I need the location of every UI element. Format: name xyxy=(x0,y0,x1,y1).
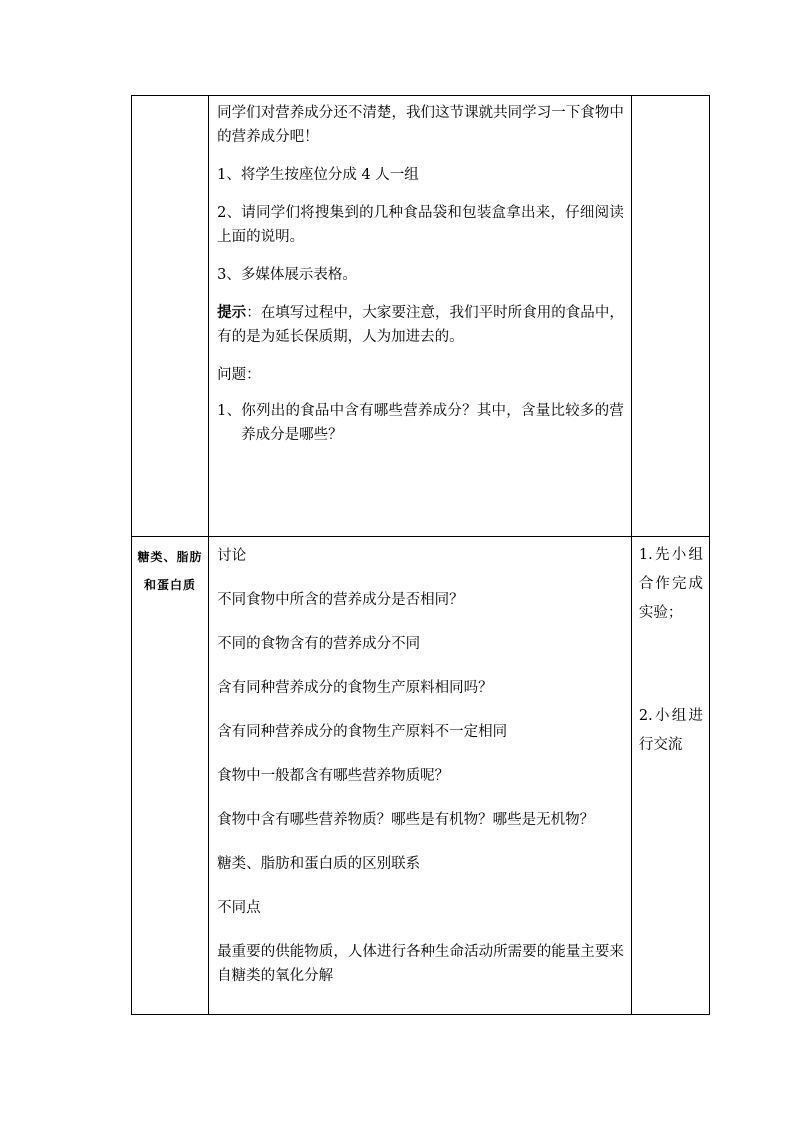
tip-text: ：在填写过程中，大家要注意，我们平时所食用的食品中，有的是为延长保质期，人为加进去的。 xyxy=(217,305,624,345)
topic-cell-empty xyxy=(132,96,209,537)
activity-2: 2.小组进行交流 xyxy=(638,708,703,754)
question-1: 1、你列出的食品中含有哪些营养成分？其中，含量比较多的营养成分是哪些？ xyxy=(217,403,624,443)
step-2: 2、请同学们将搜集到的几种食品袋和包装盒拿出来，仔细阅读上面的说明。 xyxy=(217,205,624,245)
discussion-line: 含有同种营养成分的食物生产原料相同吗？ xyxy=(217,680,493,697)
lesson-table xyxy=(131,95,710,1015)
activity-cell-empty xyxy=(631,96,709,537)
discussion-line: 不同的食物含有的营养成分不同 xyxy=(217,636,421,653)
content-cell xyxy=(209,96,632,537)
discussion-line: 糖类、脂肪和蛋白质的区别联系 xyxy=(217,856,421,873)
step-3: 3、多媒体展示表格。 xyxy=(217,267,357,283)
discussion-line: 食物中含有哪些营养物质？哪些是有机物？哪些是无机物？ xyxy=(217,812,595,829)
discussion-line: 食物中一般都含有哪些营养物质呢？ xyxy=(217,768,450,785)
discussion-line: 不同点 xyxy=(217,900,261,917)
step-1: 1、将学生按座位分成 4 人一组 xyxy=(217,167,419,183)
topic-label: 糖类、脂肪和蛋白质 xyxy=(137,550,203,593)
tip-paragraph xyxy=(217,301,624,349)
tip-label: 提示 xyxy=(217,304,247,321)
table-row xyxy=(132,537,710,1015)
topic-cell xyxy=(132,537,209,1015)
intro-paragraph: 同学们对营养成分还不清楚，我们这节课就共同学习一下食物中的营养成分吧！ xyxy=(217,105,624,145)
content-cell xyxy=(209,537,632,1015)
discussion-line: 最重要的供能物质，人体进行各种生命活动所需要的能量主要来自糖类的氧化分解 xyxy=(217,944,624,985)
activity-cell xyxy=(631,537,709,1015)
discussion-heading: 讨论 xyxy=(217,548,247,565)
question-label: 问题： xyxy=(217,367,261,383)
discussion-line: 不同食物中所含的营养成分是否相同？ xyxy=(217,592,464,609)
table-row xyxy=(132,96,710,537)
discussion-line: 含有同种营养成分的食物生产原料不一定相同 xyxy=(217,724,508,741)
activity-1: 1.先小组合作完成实验； xyxy=(638,547,703,622)
